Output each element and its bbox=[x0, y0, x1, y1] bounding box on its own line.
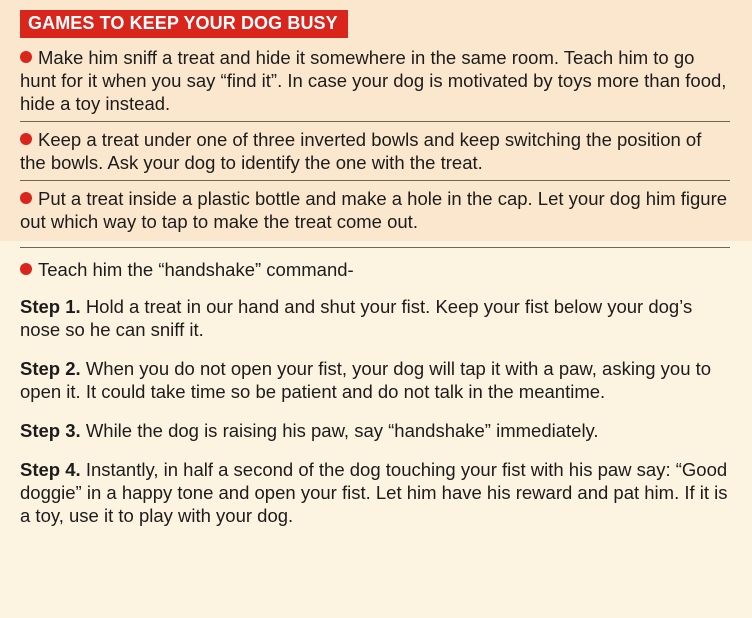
step-item bbox=[20, 419, 730, 442]
handshake-panel bbox=[0, 241, 752, 527]
red-bullet-icon bbox=[20, 263, 32, 275]
step-label: Step 1. bbox=[20, 296, 81, 317]
tip-text: Put a treat inside a plastic bottle and make a hole in the cap. Let your dog him figure out which way to tap to make the treat come out. bbox=[20, 188, 728, 232]
tip-item bbox=[20, 247, 730, 287]
tip-item bbox=[20, 121, 730, 180]
tip-text: Keep a treat under one of three inverted bowls and keep switching the position of the bowls. Ask your dog to identify the one with the treat. bbox=[20, 129, 702, 173]
step-item bbox=[20, 295, 730, 341]
step-text: When you do not open your fist, your dog will tap it with a paw, asking you to open it. It could take time so be patient and do not talk in the meantime. bbox=[20, 358, 712, 402]
tip-item bbox=[20, 38, 730, 121]
tips-panel bbox=[0, 0, 752, 241]
red-bullet-icon bbox=[20, 51, 32, 63]
box-heading: GAMES TO KEEP YOUR DOG BUSY bbox=[20, 10, 348, 38]
red-bullet-icon bbox=[20, 133, 32, 145]
red-bullet-icon bbox=[20, 192, 32, 204]
step-label: Step 4. bbox=[20, 459, 81, 480]
step-text: While the dog is raising his paw, say “handshake” immediately. bbox=[85, 420, 599, 441]
tip-text: Make him sniff a treat and hide it somewhere in the same room. Teach him to go hunt for it when you say “find it”. In case your dog is motivated by toys more than food, hide a toy instead. bbox=[20, 47, 727, 114]
step-label: Step 2. bbox=[20, 358, 81, 379]
step-label: Step 3. bbox=[20, 420, 81, 441]
step-text: Instantly, in half a second of the dog touching your fist with his paw say: “Good doggie” in a happy tone and open your fist. Let him have his reward and pat him. If it is a toy, use it to play with your dog. bbox=[20, 459, 728, 526]
step-item bbox=[20, 458, 730, 527]
tip-text: Teach him the “handshake” command- bbox=[38, 259, 354, 280]
step-text: Hold a treat in our hand and shut your fist. Keep your fist below your dog’s nose so he can sniff it. bbox=[20, 296, 693, 340]
tip-item bbox=[20, 180, 730, 241]
step-item bbox=[20, 357, 730, 403]
